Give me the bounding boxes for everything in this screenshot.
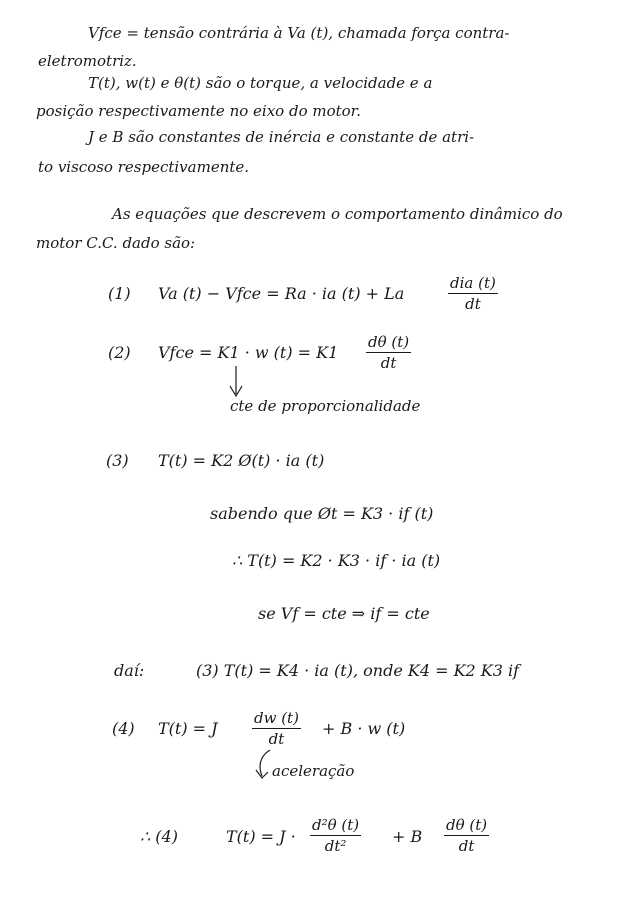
text-line: posição respectivamente no eixo do motor. [36,102,361,120]
fraction-denominator: dt² [324,837,347,855]
fraction-bar [448,293,498,294]
equation-1: Va (t) − Vfce = Ra · ia (t) + La [158,284,405,303]
text-line: Vfce = tensão contrária à Va (t), chamada força contra- [88,24,510,42]
text-line: to viscoso respectivamente. [38,158,250,176]
fraction-numerator: d²θ (t) [312,816,360,834]
fraction-numerator: dia (t) [450,274,496,292]
equation-4b-plus: + B [392,827,423,846]
equation-2-fraction [366,333,411,372]
equation-3-result: (3) T(t) = K4 · ia (t), onde K4 = K2 K3 if [196,661,520,680]
fraction-denominator: dt [458,837,475,855]
equation-3: T(t) = K2 Ø(t) · ia (t) [158,451,325,470]
equation-number: (1) [108,284,131,303]
fraction-denominator: dt [380,354,397,372]
equation-2: Vfce = K1 · w (t) = K1 [158,343,339,362]
equation-number: (4) [112,719,135,738]
fraction-numerator: dθ (t) [368,333,410,351]
fraction-denominator: dt [268,730,285,748]
text-line: J e B são constantes de inércia e constante de atri- [88,128,475,146]
equation-number: (2) [108,343,131,362]
equation-number: (3) [106,451,129,470]
equation-4b-fraction-second-derivative [310,816,361,855]
dai-label: daí: [114,661,145,680]
fraction-numerator: dw (t) [254,709,299,727]
fraction-denominator: dt [465,295,481,313]
equation-4-rhs: + B · w (t) [322,719,406,738]
equation-4b-prefix: ∴ (4) [140,827,178,846]
equation-4b-fraction-first-derivative [444,816,489,855]
fraction-bar [366,352,411,353]
text-line: As equações que descrevem o comportamento dinâmico do [112,205,563,223]
fraction-bar [444,835,489,836]
annotation-text: cte de proporcionalidade [230,397,421,415]
equation-4-fraction [252,709,301,748]
down-arrow-icon [226,364,250,400]
text-line: T(t), w(t) e θ(t) são o torque, a velocidade e a [88,74,433,92]
equation-4-lhs: T(t) = J [158,719,218,738]
equation-4b-lhs: T(t) = J · [226,827,296,846]
equation-3-condition: se Vf = cte ⇒ if = cte [258,604,430,623]
annotation-text: aceleração [272,762,355,780]
text-line: eletromotriz. [38,52,137,70]
equation-1-fraction [448,274,498,313]
fraction-numerator: dθ (t) [446,816,488,834]
equation-3-sabendo: sabendo que Øt = K3 · if (t) [210,504,434,523]
text-line: motor C.C. dado são: [36,234,196,252]
fraction-bar [252,728,301,729]
equation-3-therefore: ∴ T(t) = K2 · K3 · if · ia (t) [232,551,441,570]
fraction-bar [310,835,361,836]
